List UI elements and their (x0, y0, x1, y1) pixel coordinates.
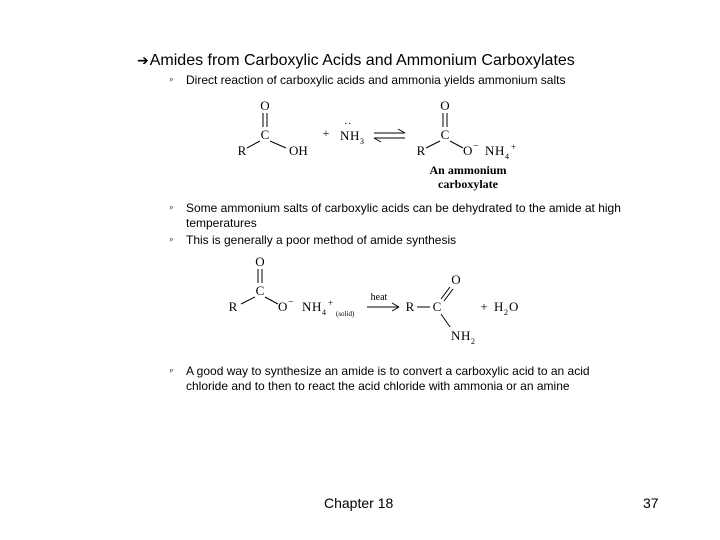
slide-title-text: Amides from Carboxylic Acids and Ammonium Carboxylates (149, 52, 575, 69)
atom-O-minus: O (278, 299, 288, 314)
bullet-text-line: temperatures (186, 216, 257, 230)
bullet-icon: ᵖ (170, 367, 174, 376)
atom-C: C (432, 299, 442, 314)
bullet-icon: ᵖ (170, 76, 174, 85)
group-R: R (405, 299, 415, 314)
reaction-acid-ammonia (225, 92, 545, 196)
atom-O: O (451, 272, 461, 287)
bullet-text-line: chloride and to then to react the acid chloride with ammonia or an amine (186, 379, 570, 393)
atom-O: O (440, 98, 450, 113)
atom-H: H (461, 328, 471, 343)
atom-O: O (509, 299, 519, 314)
single-bond (426, 141, 440, 148)
state-label: (solid) (336, 310, 355, 318)
footer-chapter: Chapter 18 (324, 495, 394, 511)
equilibrium-reverse-arrow-head (374, 138, 381, 142)
subscript-4: 4 (505, 152, 509, 161)
group-R: R (237, 143, 247, 158)
plus-charge: + (511, 142, 517, 152)
atom-N: N (485, 143, 495, 158)
atom-O: O (260, 98, 270, 113)
single-bond (241, 297, 255, 304)
arrow-condition-label: heat (370, 292, 388, 303)
footer-page-number: 37 (643, 495, 659, 511)
atom-N: N (302, 299, 312, 314)
atom-H: H (495, 143, 505, 158)
atom-H: H (494, 299, 504, 314)
slide-title (137, 52, 575, 70)
subscript-4: 4 (322, 308, 326, 317)
bullet-icon: ᵖ (170, 204, 174, 213)
plus-charge: + (328, 298, 334, 308)
atom-N: N (451, 328, 461, 343)
lone-pair-dots: ·· (344, 118, 352, 130)
atom-C: C (255, 283, 265, 298)
subscript-3: 3 (360, 137, 364, 146)
reaction-dehydration (222, 252, 532, 348)
atom-O: O (255, 254, 265, 269)
bullet-text-line: This is generally a poor method of amide synthesis (186, 233, 457, 247)
bullet-icon: ᵖ (170, 236, 174, 245)
bullet-text-line: Direct reaction of carboxylic acids and ammonia yields ammonium salts (186, 73, 566, 87)
atom-N: N (340, 128, 350, 143)
minus-charge: − (473, 141, 479, 152)
atom-H: H (350, 128, 360, 143)
bullet-text-line: A good way to synthesize an amide is to convert a carboxylic acid to an acid (186, 364, 590, 378)
subscript-2: 2 (504, 308, 508, 317)
atom-C: C (440, 127, 450, 142)
arrow-bullet-icon: ➔ (137, 53, 149, 69)
reaction-arrow-head (392, 303, 399, 307)
double-bond (444, 289, 453, 301)
minus-charge: − (288, 297, 294, 308)
single-bond (450, 141, 463, 148)
atom-C: C (260, 127, 270, 142)
subscript-2: 2 (471, 337, 475, 346)
reaction-arrow-head (392, 307, 399, 311)
plus-sign: + (480, 299, 488, 314)
bullet-text-line: Some ammonium salts of carboxylic acids can be dehydrated to the amide at high (186, 201, 621, 215)
atom-H: H (312, 299, 322, 314)
equilibrium-forward-arrow-head (398, 129, 405, 133)
single-bond (270, 141, 286, 148)
plus-sign: + (322, 126, 330, 140)
atom-O-minus: O (463, 143, 473, 158)
product-label-line-1: An ammonium (429, 163, 507, 177)
product-label-line-2: carboxylate (438, 177, 498, 191)
single-bond (265, 297, 278, 304)
double-bond (441, 287, 450, 299)
group-R: R (416, 143, 426, 158)
group-R: R (228, 299, 238, 314)
single-bond (441, 314, 450, 327)
group-OH: OH (289, 143, 308, 158)
single-bond (247, 141, 260, 148)
